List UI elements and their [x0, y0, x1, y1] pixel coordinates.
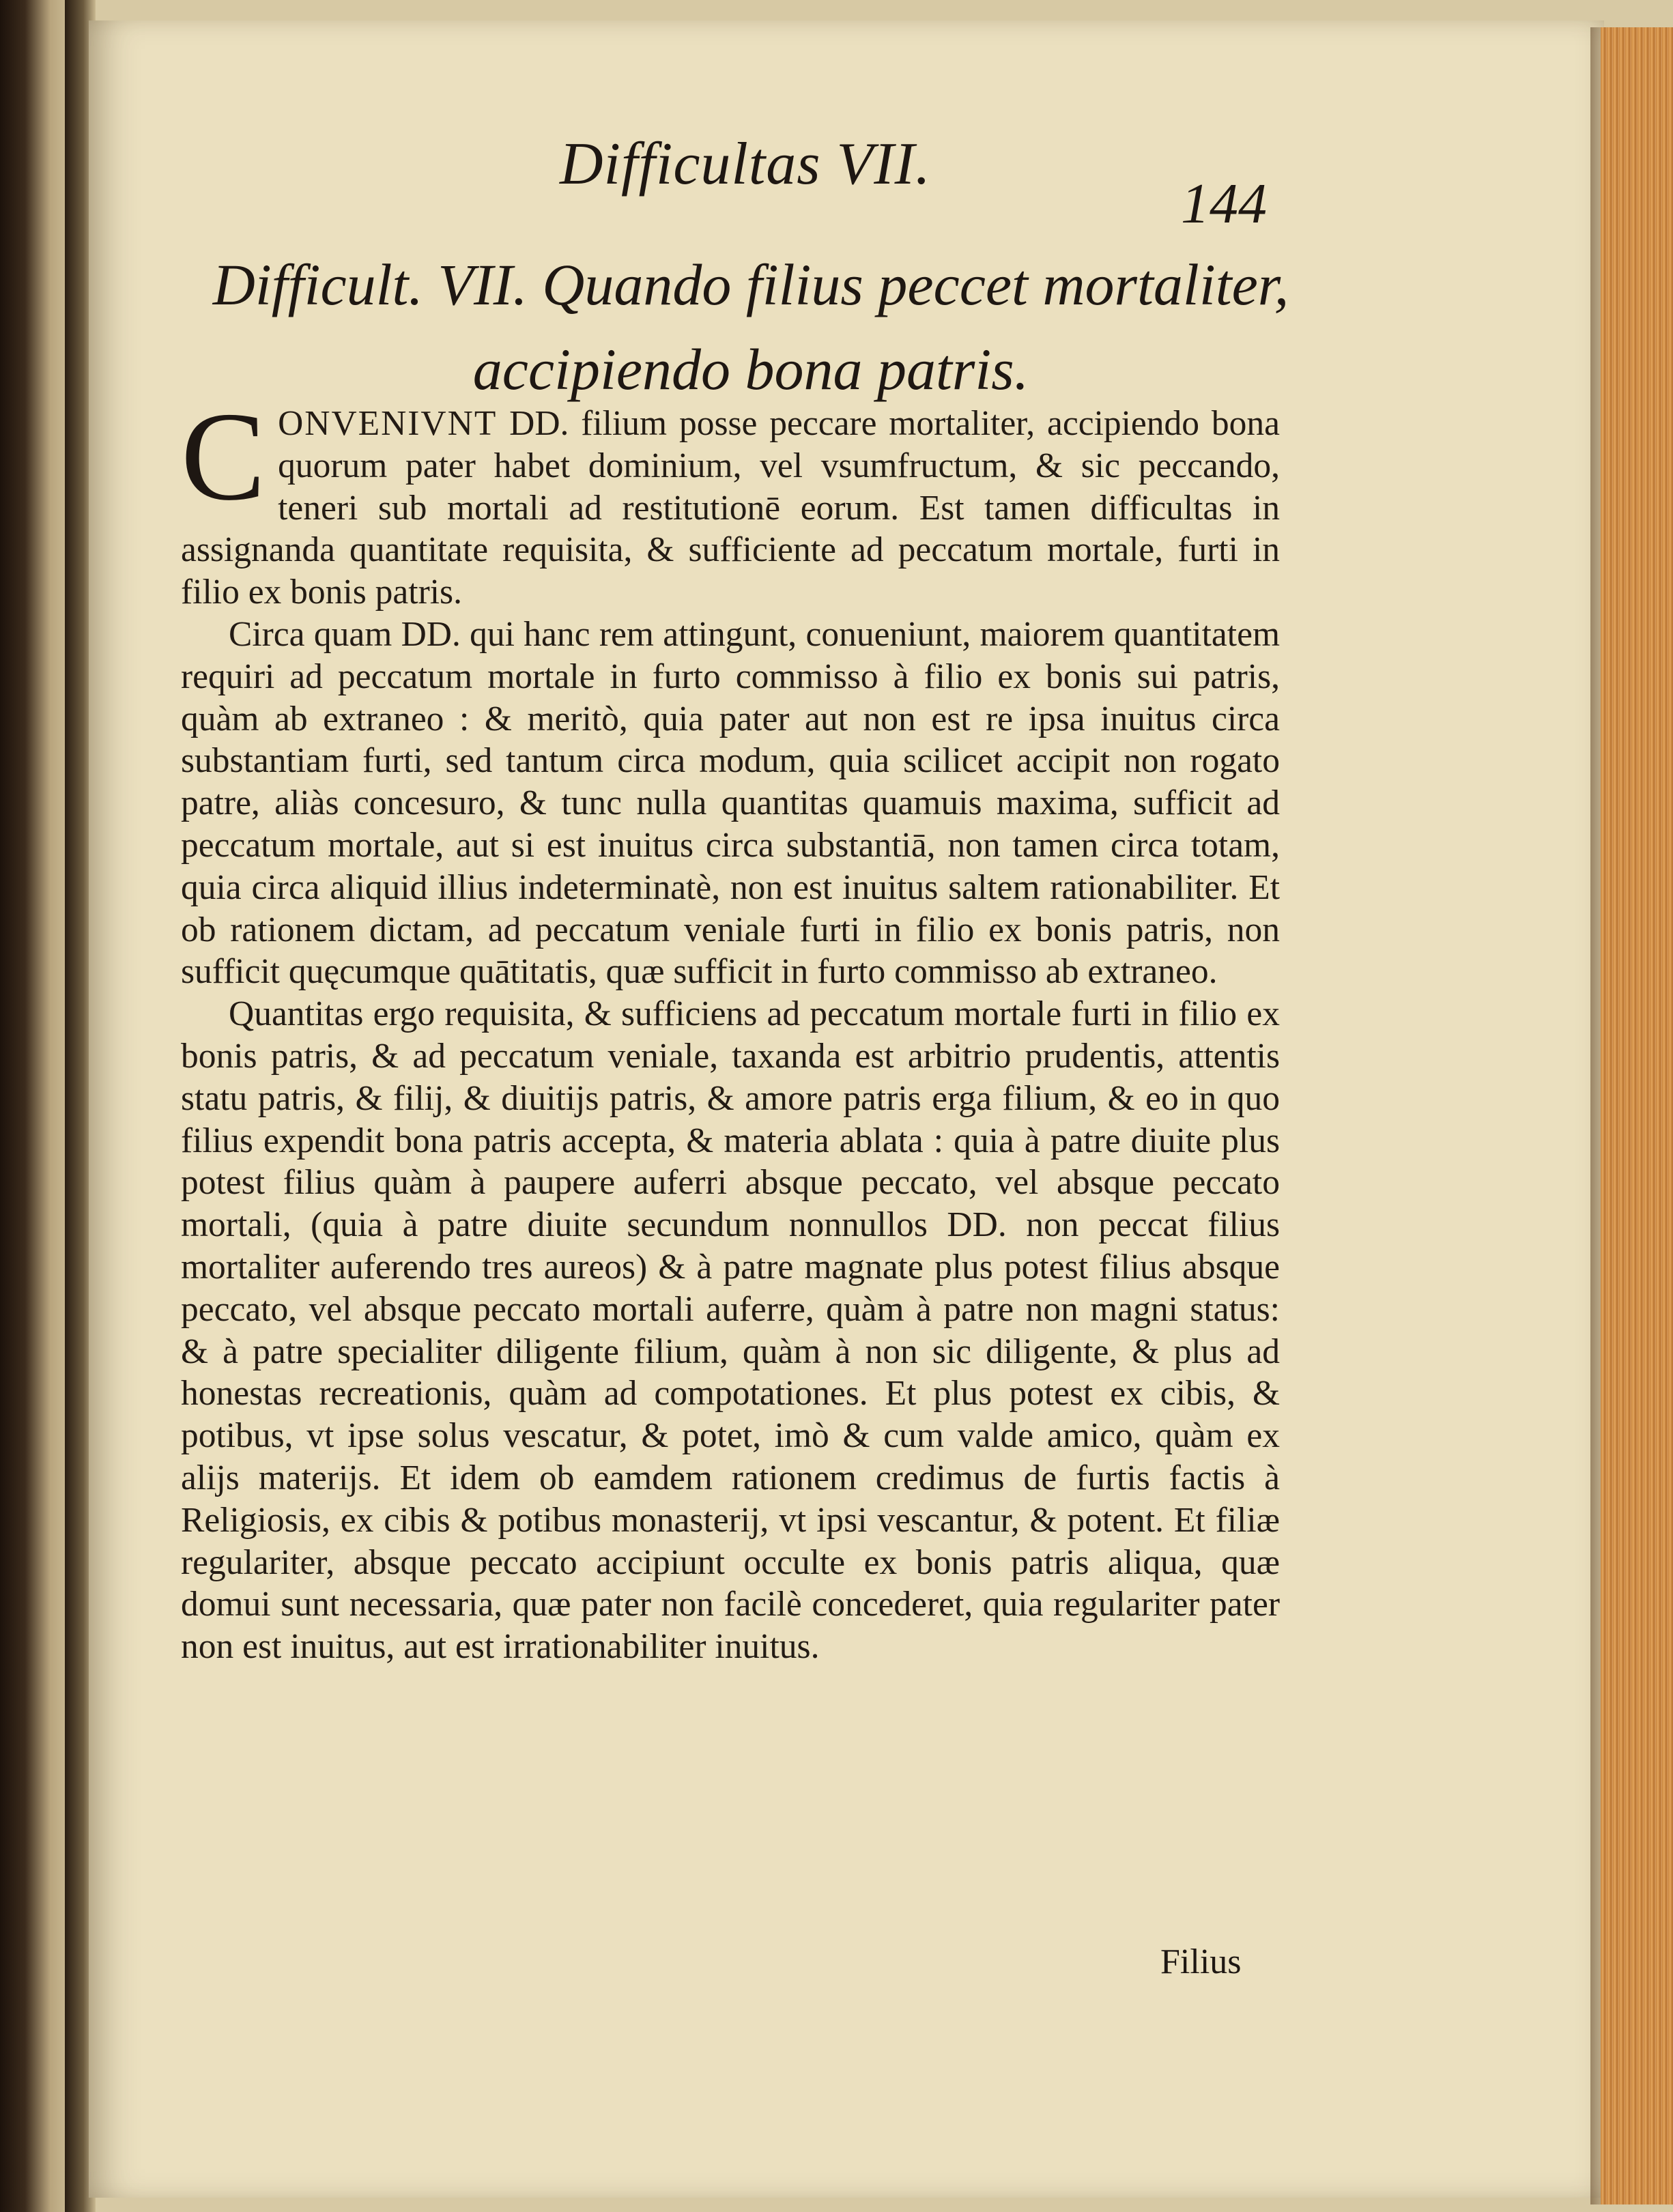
- page-edges: [1601, 27, 1673, 2204]
- first-word: ONVENIVNT: [278, 404, 498, 443]
- drop-capital: C: [181, 386, 266, 527]
- page-number: 144: [1181, 172, 1267, 235]
- paragraph-1-text: DD. filium posse peccare mortaliter, accipiendo bona quorum pater habet dominium, vel vsumfructum, & sic peccando, teneri sub mortali ad restitutionē eorum. Est tamen difficultas in assignanda quantitate requisita, & sufficiente ad peccatum mortale, furti in filio ex bonis patris.: [181, 404, 1280, 612]
- paragraph-1: [181, 386, 1280, 614]
- catchword: Filius: [1160, 1942, 1242, 1981]
- body-text: [181, 386, 1280, 1668]
- paragraph-3: Quantitas ergo requisita, & sufficiens ad peccatum mortale furti in filio ex bonis patris, & ad peccatum veniale, taxanda est arbitrio prudentis, attentis statu patris, & filij, & diuitijs patris, & amore patris erga filium, & eo in quo filius expendit bona patris accepta, & materia ablata : quia à patre diuite plus potest filius quàm à paupere auferri absque peccato, vel absque peccato mortali, (quia à patre diuite secundum nonnullos DD. non peccat filius mortaliter auferendo tres aureos) & à patre magnate plus potest filius absque peccato, vel absque peccato mortali auferre, quàm à patre non magni status: & à patre specialiter diligente filium, quàm à non sic diligente, & plus ad honestas recreationis, quàm ad compotationes. Et plus potest ex cibis, & potibus, vt ipse solus vescatur, & potet, imò & cum valde amico, quàm ex alijs materijs. Et idem ob eamdem rationem credimus de furtis factis à Religiosis, ex cibis & potibus monasterij, vt ipsi vescantur, & potent. Et filiæ regulariter, absque peccato accipiunt occulte ex bonis patris aliqua, quæ domui sunt necessaria, quæ pater non facilè concederet, quia regulariter pater non est inuitus, aut est irrationabiliter inuitus.: [181, 994, 1280, 1667]
- chapter-title: Difficult. VII. Quando filius peccet mortaliter, accipiendo bona patris.: [212, 252, 1289, 402]
- paragraph-2: Circa quam DD. qui hanc rem attingunt, conueniunt, maiorem quantitatem requiri ad peccatum mortale in furto commisso à filio ex bonis sui patris, quàm ab extraneo : & meritò, quia pater aut non est re ipsa inuitus circa substantiam furti, sed tantum circa modum, quia scilicet accipit non rogato patre, aliàs concesuro, & tunc nulla quantitas quamuis maxima, sufficit ad peccatum mortale, aut si est inuitus circa substantiā, non tamen circa totam, quia circa aliquid illius indeterminatè, non est inuitus saltem rationabiliter. Et ob rationem dictam, ad peccatum veniale furti in filio ex bonis patris, non sufficit quęcumque quātitatis, quæ sufficit in furto commisso ab extraneo.: [181, 614, 1280, 992]
- running-head: Difficultas VII.: [560, 131, 931, 197]
- left-page-edge: [0, 0, 72, 2212]
